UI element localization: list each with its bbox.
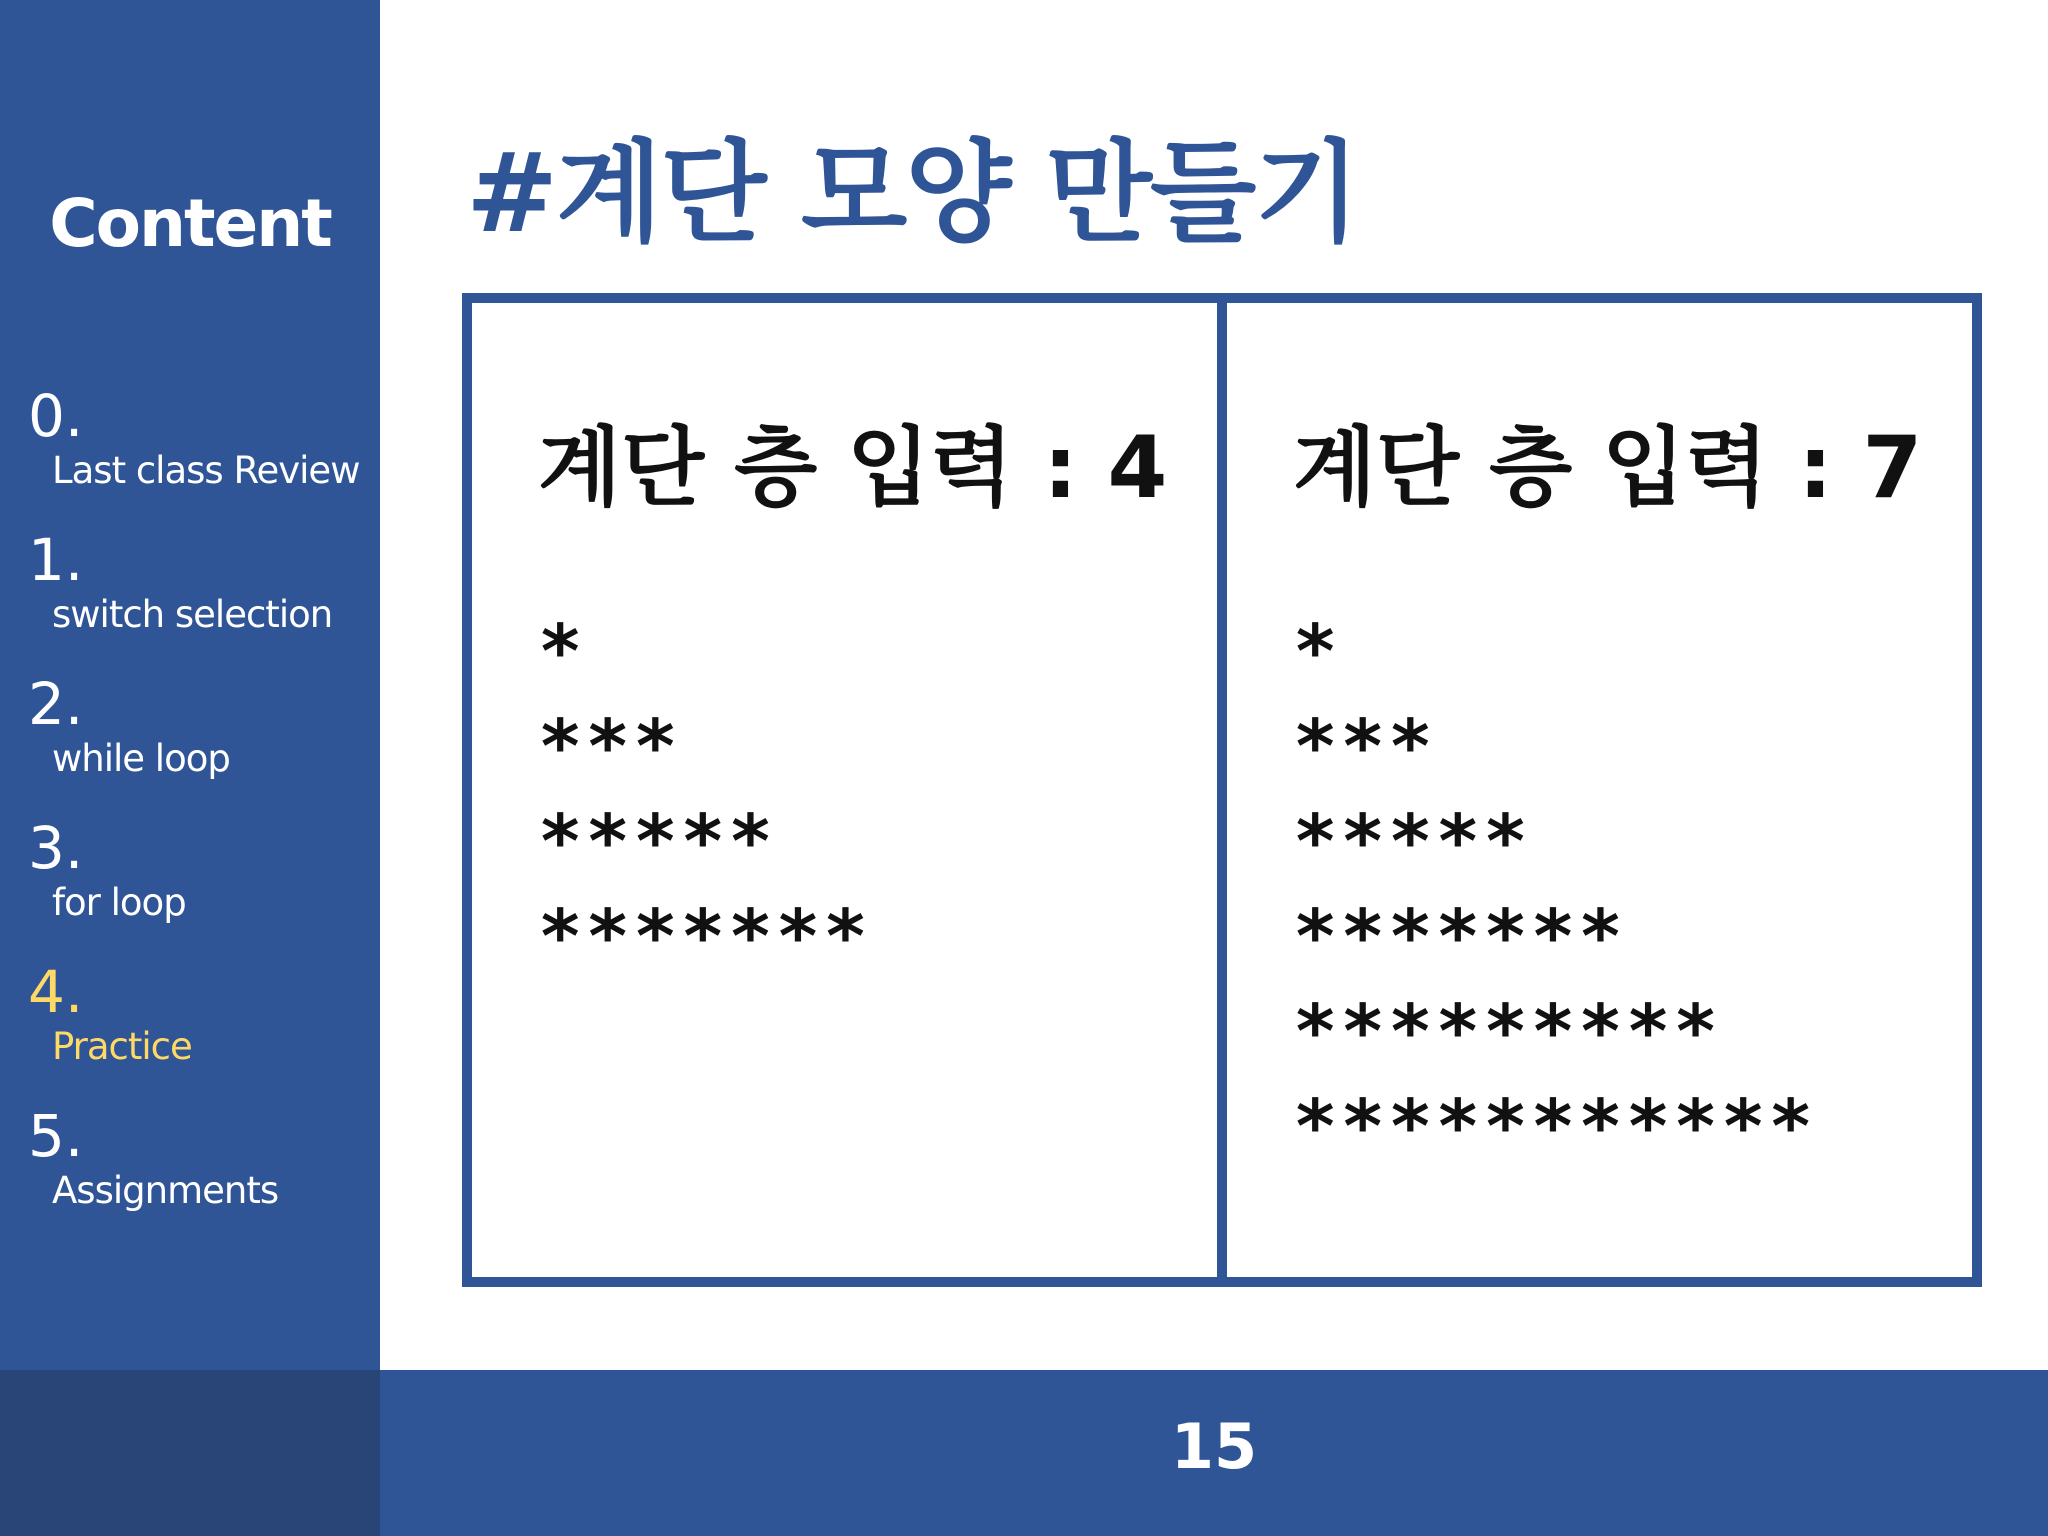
panel-title: 계단 층 입력 : 7 — [1293, 418, 1923, 518]
sidebar-title: Content — [49, 185, 331, 262]
sidebar-item-practice[interactable] — [28, 958, 373, 1105]
star-rows — [1293, 605, 1816, 1175]
sidebar-item-number: 2. — [28, 670, 84, 738]
example-panel-left — [472, 303, 1217, 1277]
sidebar-item-number: 4. — [28, 958, 84, 1026]
sidebar-item-label: Practice — [52, 1025, 192, 1068]
star-row: ********* — [1293, 989, 1721, 1075]
sidebar-item-label: switch selection — [52, 593, 333, 636]
page-number: 15 — [1170, 1410, 1258, 1483]
sidebar-item-number: 3. — [28, 814, 84, 882]
star-rows — [538, 605, 871, 985]
example-panel-right — [1217, 303, 1972, 1277]
sidebar-item-label: Assignments — [52, 1169, 279, 1212]
star-row: * — [538, 609, 586, 695]
sidebar-item-label: while loop — [52, 737, 230, 780]
panel-title: 계단 층 입력 : 4 — [538, 418, 1168, 518]
star-row: ***** — [538, 799, 776, 885]
sidebar-item-while-loop[interactable] — [28, 670, 373, 817]
sidebar-item-for-loop[interactable] — [28, 814, 373, 961]
star-row: *** — [1293, 704, 1436, 790]
footer-bar — [380, 1370, 2048, 1536]
example-panels — [462, 293, 1982, 1287]
sidebar-item-number: 5. — [28, 1102, 84, 1170]
sidebar-item-label: Last class Review — [52, 449, 360, 492]
star-row: *********** — [1293, 1084, 1817, 1170]
footer-corner — [0, 1370, 380, 1536]
sidebar-item-number: 0. — [28, 382, 84, 450]
star-row: *** — [538, 704, 681, 790]
sidebar-item-number: 1. — [28, 526, 84, 594]
sidebar-item-switch-selection[interactable] — [28, 526, 373, 673]
slide-heading: #계단 모양 만들기 — [466, 129, 1359, 257]
sidebar-item-last-class-review[interactable] — [28, 382, 373, 529]
sidebar-item-label: for loop — [52, 881, 186, 924]
sidebar-nav — [28, 382, 373, 1249]
star-row: ******* — [1293, 894, 1626, 980]
star-row: ******* — [538, 894, 871, 980]
sidebar-item-assignments[interactable] — [28, 1102, 373, 1249]
star-row: * — [1293, 609, 1341, 695]
sidebar — [0, 0, 380, 1370]
star-row: ***** — [1293, 799, 1531, 885]
